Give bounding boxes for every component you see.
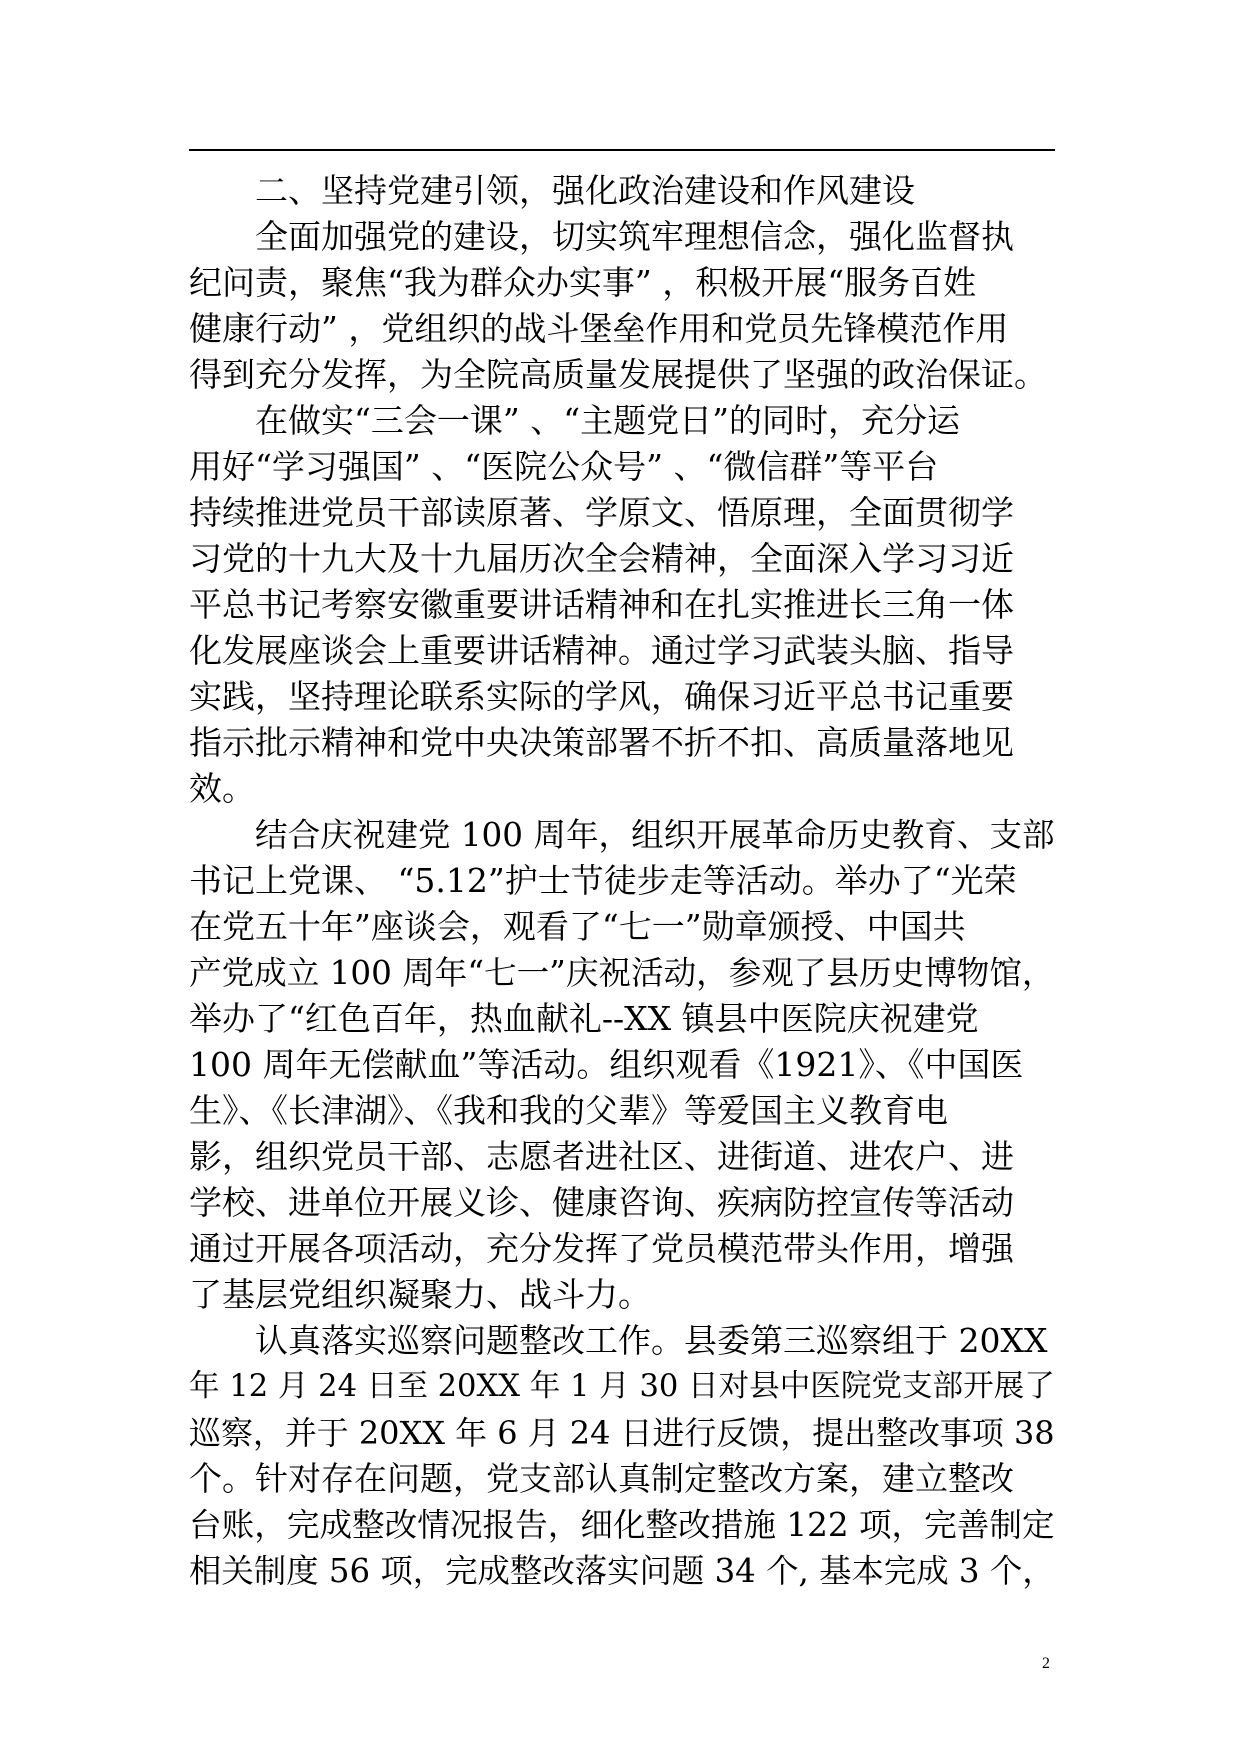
paragraph-line: 健康行动” ，党组织的战斗堡垒作用和党员先锋模范作用: [189, 309, 1009, 348]
paragraph-line: 相关制度 56 项，完成整改落实问题 34 个, 基本完成 3 个，: [189, 1552, 1055, 1590]
paragraph-line: 实践，坚持理论联系实际的学风，确保习近平总书记重要: [189, 677, 1014, 716]
paragraph-line: 在党五十年”座谈会，观看了“七一”勋章颁授、中国共: [189, 907, 966, 946]
paragraph-line: 平总书记考察安徽重要讲话精神和在扎实推进长三角一体: [189, 585, 1014, 624]
document-body: [189, 168, 1055, 1594]
paragraph-line: 台账，完成整改情况报告，细化整改措施 122 项，完善制定: [189, 1506, 1055, 1544]
paragraph-line: 年 12 月 24 日至 20XX 年 1 月 30 日对县中医院党支部开展了: [189, 1369, 1055, 1404]
paragraph-line: 产党成立 100 周年“七一”庆祝活动，参观了县历史博物馆，: [189, 954, 1055, 992]
paragraph-line: 举办了“红色百年，热血献礼--XX 镇县中医院庆祝建党: [189, 999, 979, 1038]
paragraph-line: 持续推进党员干部读原著、学原文、悟原理，全面贯彻学: [189, 493, 1014, 532]
paragraph-line: 通过开展各项活动，充分发挥了党员模范带头作用，增强: [189, 1229, 1014, 1268]
paragraph-line: 习党的十九大及十九届历次全会精神，全面深入学习习近: [189, 539, 1014, 578]
paragraph-line: 个。针对存在问题，党支部认真制定整改方案，建立整改: [189, 1459, 1014, 1498]
paragraph-line: 书记上党课、 “5.12”护士节徒步走等活动。举办了“光荣: [189, 861, 1017, 900]
section-heading: 二、坚持党建引领，强化政治建设和作风建设: [255, 171, 915, 210]
paragraph-line: 结合庆祝建党 100 周年，组织开展革命历史教育、支部: [255, 816, 1055, 854]
page-number: 2: [1042, 1655, 1050, 1672]
paragraph-line: 化发展座谈会上重要讲话精神。通过学习武装头脑、指导: [189, 631, 1014, 670]
paragraph-line: 纪问责，聚焦“我为群众办实事” ，积极开展“服务百姓: [189, 263, 977, 302]
paragraph-line: 100 周年无偿献血”等活动。组织观看《1921》、《中国医: [189, 1045, 1024, 1084]
paragraph-line: 认真落实巡察问题整改工作。县委第三巡察组于 20XX: [255, 1321, 1048, 1360]
paragraph-line: 用好“学习强国” 、“医院公众号” 、“微信群”等平台: [189, 447, 939, 486]
paragraph-line: 指示批示精神和党中央决策部署不折不扣、高质量落地见: [189, 723, 1014, 762]
header-rule: [189, 149, 1055, 151]
paragraph-line: 在做实“三会一课” 、“主题党日”的同时，充分运: [255, 401, 960, 440]
paragraph-line: 生》、《长津湖》、《我和我的父辈》等爱国主义教育电: [189, 1091, 948, 1130]
paragraph-line: 效。: [189, 769, 255, 808]
paragraph-line: 全面加强党的建设，切实筑牢理想信念，强化监督执: [255, 217, 1014, 256]
paragraph-line: 学校、进单位开展义诊、健康咨询、疾病防控宣传等活动: [189, 1183, 1014, 1222]
paragraph-line: 了基层党组织凝聚力、战斗力。: [189, 1275, 651, 1314]
paragraph-line: 巡察，并于 20XX 年 6 月 24 日进行反馈，提出整改事项 38: [189, 1414, 1055, 1452]
paragraph-line: 影，组织党员干部、志愿者进社区、进街道、进农户、进: [189, 1137, 1014, 1176]
paragraph-line: 得到充分发挥，为全院高质量发展提供了坚强的政治保证。: [189, 355, 1047, 394]
